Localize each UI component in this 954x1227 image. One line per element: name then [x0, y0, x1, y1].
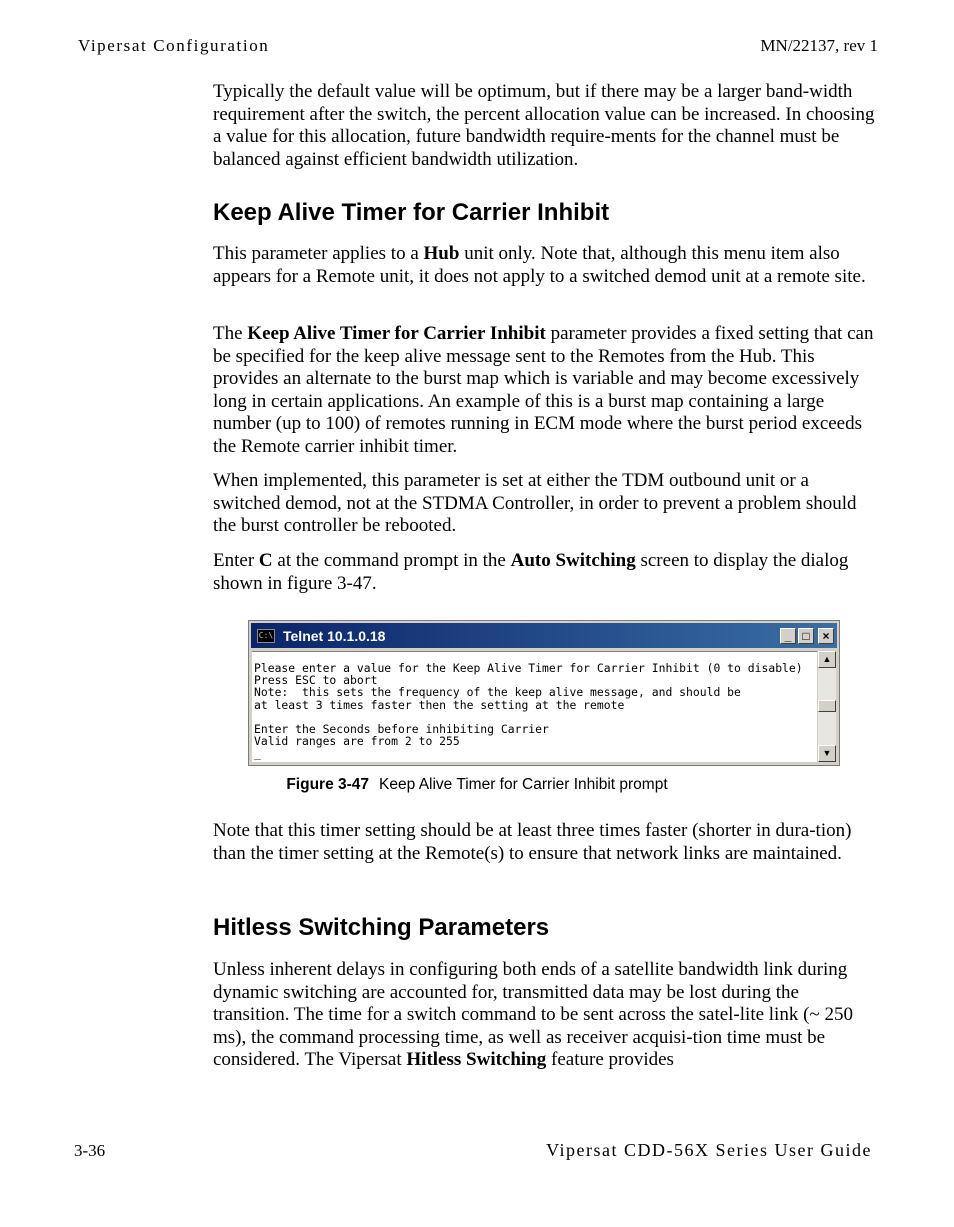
scroll-up-arrow-icon[interactable]: ▲	[818, 651, 836, 668]
telnet-title: Telnet 10.1.0.18	[283, 627, 386, 644]
section-heading-hitless-switching: Hitless Switching Parameters	[213, 914, 550, 941]
scroll-down-arrow-icon[interactable]: ▼	[818, 745, 836, 762]
figure-caption-text: Keep Alive Timer for Carrier Inhibit prompt	[379, 776, 668, 793]
intro-paragraph: Typically the default value will be optimum, but if there may be a larger band-width requirement after the switch, the percent allocation value can be increased. In choosing a value for this allocation, future bandwidth require-ments for the channel must be balanced against efficient bandwidth utilization.	[213, 81, 875, 170]
paragraph-timer-note: Note that this timer setting should be at least three times faster (shorter in dura-tion) than the timer setting at the Remote(s) to ensure that network links are maintained.	[213, 820, 852, 864]
figure-caption	[0, 776, 954, 794]
paragraph-implementation: When implemented, this parameter is set at either the TDM outbound unit or a switched demod, not at the STDMA Controller, in order to prevent a problem should the burst controller be rebooted.	[213, 470, 857, 537]
figure-number: Figure 3-47	[286, 776, 370, 793]
section-heading-keep-alive: Keep Alive Timer for Carrier Inhibit	[213, 199, 610, 226]
vertical-scrollbar[interactable]	[818, 651, 836, 762]
page-number: 3-36	[74, 1141, 106, 1160]
maximize-button[interactable]: □	[798, 628, 814, 644]
console-icon: C:\	[257, 629, 275, 643]
paragraph-hub-only: This parameter applies to a Hub unit only. Note that, although this menu item also appears for a Remote unit, it does not apply to a switched demod unit at a remote site.	[213, 243, 866, 287]
terminal-text: Please enter a value for the Keep Alive Timer for Carrier Inhibit (0 to disable) Press ESC to abort Note: this sets the frequency of the keep alive message, and should be at least 3 times faster then the setting at the remote Enter the Seconds before inhibiting Carrier Valid ranges are from 2 to 255 _	[254, 661, 803, 761]
paragraph-keep-alive-description: The Keep Alive Timer for Carrier Inhibit parameter provides a fixed setting that can be specified for the keep alive message sent to the Remotes from the Hub. This provides an alternate to the burst map which is variable and may become excessively long in certain applications. An example of this is a burst map containing a large number (up to 100) of remotes running in ECM mode where the burst period exceeds the Remote carrier inhibit timer.	[213, 323, 874, 457]
paragraph-hitless-switching: Unless inherent delays in configuring both ends of a satellite bandwidth link during dynamic switching are accounted for, transmitted data may be lost during the transition. The time for a switch command to be sent across the satel-lite link (~ 250 ms), the command processing time, as well as receiver acquisi-tion time must be considered. The Vipersat Hitless Switching feature provides	[213, 959, 853, 1071]
paragraph-enter-command: Enter C at the command prompt in the Auto Switching screen to display the dialog shown in figure 3-47.	[213, 550, 849, 594]
telnet-titlebar[interactable]	[251, 623, 837, 648]
scrollbar-thumb[interactable]	[818, 700, 836, 712]
terminal-output[interactable]	[252, 651, 817, 762]
close-button[interactable]: ×	[818, 628, 834, 644]
minimize-button[interactable]: _	[780, 628, 796, 644]
running-footer-title: Vipersat CDD-56X Series User Guide	[546, 1140, 872, 1160]
running-header-doc-number: MN/22137, rev 1	[760, 36, 878, 55]
running-header-title: Vipersat Configuration	[78, 36, 270, 55]
telnet-window	[248, 620, 840, 766]
